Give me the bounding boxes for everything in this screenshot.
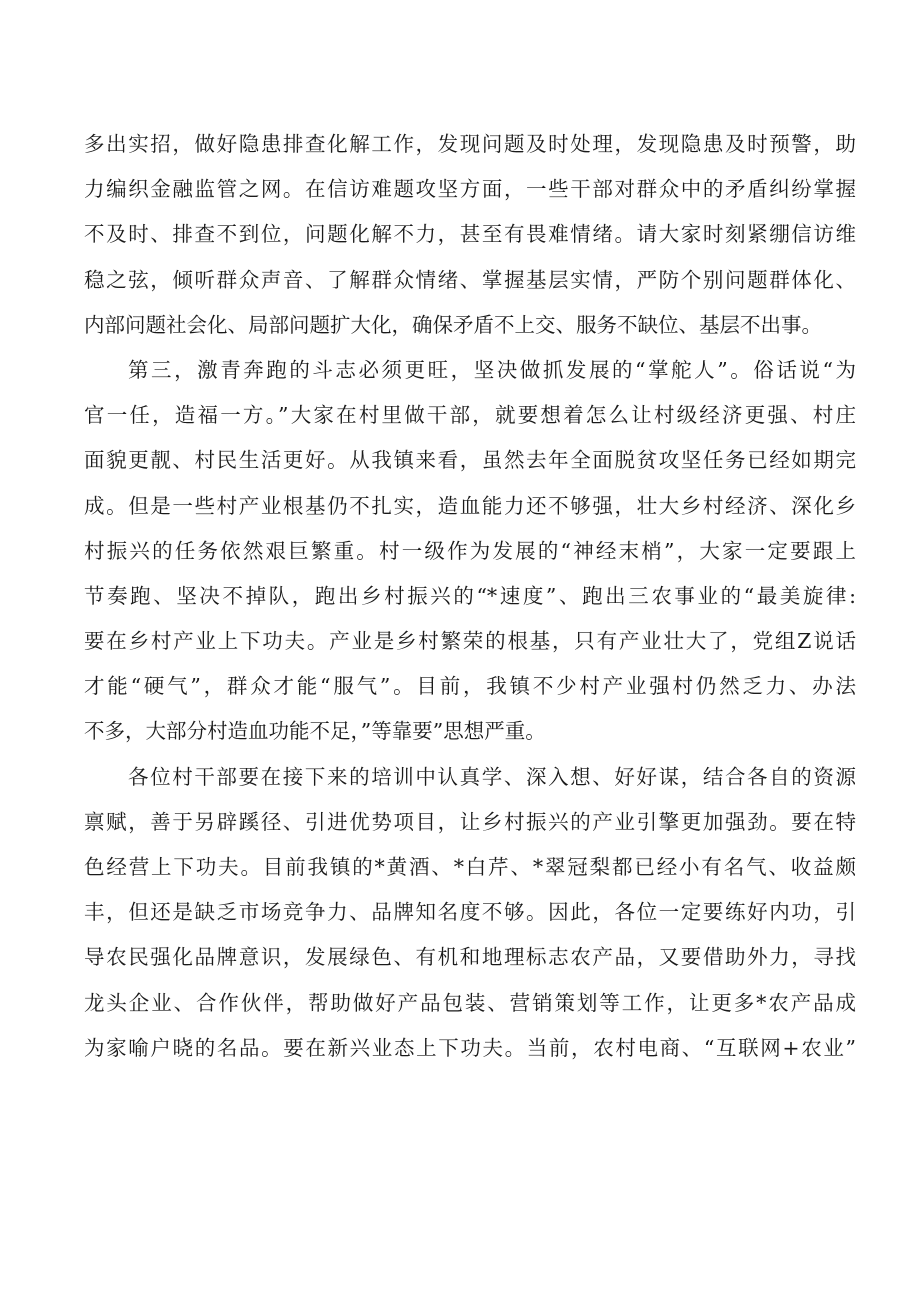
- document-page: [84, 122, 856, 1071]
- text-line: 稳之弦，倾听群众声音、了解群众情绪、掌握基层实情，严防个别问题群体化、: [84, 267, 856, 292]
- text-line: 不及时、排查不到位，问题化解不力，甚至有畏难情绪。请大家时刻紧绷信访维: [84, 222, 856, 247]
- text-line: 成。但是一些村产业根基仍不扎实，造血能力还不够强，壮大乡村经济、深化乡: [84, 493, 856, 518]
- text-line: 丰，但还是缺乏市场竞争力、品牌知名度不够。因此，各位一定要练好内功，引: [84, 900, 856, 925]
- text-line: 龙头企业、合作伙伴，帮助做好产品包装、营销策划等工作，让更多*农产品成: [84, 990, 856, 1015]
- text-line: 力编织金融监管之网。在信访难题攻坚方面，一些干部对群众中的矛盾纠纷掌握: [84, 177, 856, 202]
- text-line: 官一任，造福一方。”大家在村里做干部，就要想着怎么让村级经济更强、村庄: [84, 403, 856, 428]
- text-line: 村振兴的任务依然艰巨繁重。村一级作为发展的“神经末梢”，大家一定要跟上: [84, 538, 856, 563]
- text-line: 面貌更靓、村民生活更好。从我镇来看，虽然去年全面脱贫攻坚任务已经如期完: [84, 448, 856, 473]
- paragraph-end-line: 内部问题社会化、局部问题扩大化，确保矛盾不上交、服务不缺位、基层不出事。: [84, 312, 822, 337]
- text-line: 节奏跑、坚决不掉队，跑出乡村振兴的“*速度”、跑出三农事业的“最美旋律:: [84, 583, 856, 608]
- text-line: 为家喻户晓的名品。要在新兴业态上下功夫。当前，农村电商、“互联网+农业”: [84, 1035, 856, 1060]
- paragraph-end-line: 不多，大部分村造血功能不足，”等靠要”思想严重。: [84, 719, 546, 744]
- text-line: 要在乡村产业上下功夫。产业是乡村繁荣的根基，只有产业壮大了，党组Z说话: [84, 629, 856, 654]
- paragraph-start-line: 各位村干部要在接下来的培训中认真学、深入想、好好谋，结合各自的资源: [128, 764, 856, 789]
- text-line: 才能“硬气”，群众才能“服气”。目前，我镇不少村产业强村仍然乏力、办法: [84, 674, 856, 699]
- paragraph-start-line: 第三，激青奔跑的斗志必须更旺，坚决做抓发展的“掌舵人”。俗话说“为: [128, 357, 856, 382]
- text-line: 禀赋，善于另辟蹊径、引进优势项目，让乡村振兴的产业引擎更加强劲。要在特: [84, 809, 856, 834]
- text-line: 色经营上下功夫。目前我镇的*黄酒、*白芹、*翠冠梨都已经小有名气、收益颇: [84, 855, 856, 879]
- text-line: 多出实招，做好隐患排查化解工作，发现问题及时处理，发现隐患及时预警，助: [84, 132, 856, 156]
- text-line: 导农民强化品牌意识，发展绿色、有机和地理标志农产品，又要借助外力，寻找: [84, 945, 856, 970]
